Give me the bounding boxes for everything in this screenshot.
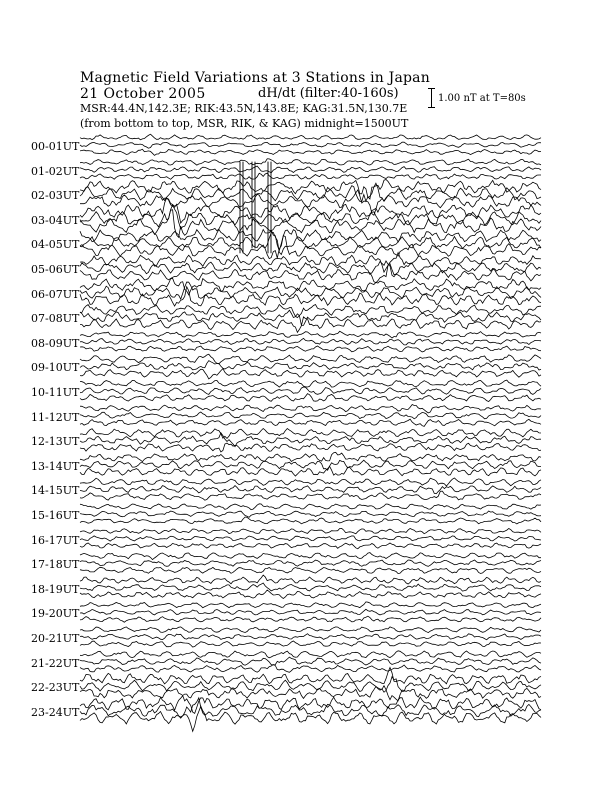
hour-label: 03-04UT bbox=[31, 213, 80, 227]
trace-rik-18-19UT bbox=[80, 583, 541, 591]
trace-rik-03-04UT bbox=[80, 205, 541, 229]
scale-label: 1.00 nT at T=80s bbox=[438, 93, 526, 104]
hour-label: 05-06UT bbox=[31, 263, 80, 276]
trace-rik-22-23UT bbox=[80, 677, 541, 693]
trace-kag-18-19UT bbox=[80, 575, 541, 584]
trace-rik-13-14UT bbox=[80, 460, 541, 470]
hour-label: 22-23UT bbox=[31, 681, 80, 695]
trace-rik-01-02UT bbox=[80, 166, 541, 173]
chart-title: Magnetic Field Variations at 3 Stations in Japan bbox=[80, 70, 430, 86]
trace-rik-19-20UT bbox=[80, 609, 541, 615]
trace-kag-22-23UT bbox=[80, 668, 541, 684]
trace-msr-00-01UT bbox=[80, 149, 541, 155]
trace-kag-03-04UT bbox=[80, 198, 541, 223]
trace-msr-02-03UT bbox=[80, 190, 541, 215]
hour-label: 00-01UT bbox=[31, 140, 80, 153]
trace-msr-10-11UT bbox=[80, 394, 541, 402]
chart-quantity: dH/dt (filter:40-160s) bbox=[258, 86, 399, 101]
trace-kag-21-22UT bbox=[80, 651, 541, 658]
spike-feature bbox=[268, 162, 271, 254]
hour-label: 18-19UT bbox=[31, 582, 80, 596]
trace-rik-06-07UT bbox=[80, 282, 541, 299]
hour-label: 01-02UT bbox=[31, 164, 80, 178]
trace-msr-12-13UT bbox=[80, 443, 541, 452]
trace-rik-12-13UT bbox=[80, 433, 541, 447]
hour-label: 21-22UT bbox=[31, 656, 80, 670]
chart-date: 21 October 2005 bbox=[80, 86, 206, 102]
trace-msr-06-07UT bbox=[80, 287, 541, 306]
trace-rik-08-09UT bbox=[80, 338, 541, 345]
trace-msr-16-17UT bbox=[80, 543, 541, 549]
trace-msr-09-10UT bbox=[80, 369, 541, 379]
trace-kag-06-07UT bbox=[80, 278, 541, 295]
hour-label: 14-15UT bbox=[31, 484, 80, 498]
trace-rik-16-17UT bbox=[80, 536, 541, 541]
hour-label: 02-03UT bbox=[31, 189, 80, 203]
trace-msr-21-22UT bbox=[80, 665, 541, 673]
trace-kag-20-21UT bbox=[80, 627, 541, 633]
trace-kag-19-20UT bbox=[80, 602, 541, 608]
trace-msr-14-15UT bbox=[80, 491, 541, 500]
trace-msr-15-16UT bbox=[80, 517, 541, 524]
trace-msr-23-24UT bbox=[80, 706, 541, 731]
trace-rik-09-10UT bbox=[80, 361, 541, 370]
trace-kag-14-15UT bbox=[80, 478, 541, 486]
trace-rik-10-11UT bbox=[80, 387, 541, 394]
station-coordinates: MSR:44.4N,142.3E; RIK:43.5N,143.8E; KAG:31.5N,130.7E bbox=[80, 102, 408, 115]
hour-label: 12-13UT bbox=[31, 435, 80, 449]
trace-kag-00-01UT bbox=[80, 134, 541, 140]
trace-msr-11-12UT bbox=[80, 419, 541, 426]
hour-label: 16-17UT bbox=[31, 533, 80, 547]
trace-msr-22-23UT bbox=[80, 686, 541, 701]
trace-rik-15-16UT bbox=[80, 511, 541, 517]
trace-msr-20-21UT bbox=[80, 641, 541, 647]
trace-kag-12-13UT bbox=[80, 429, 541, 439]
hour-label: 08-09UT bbox=[31, 336, 80, 350]
trace-kag-01-02UT bbox=[80, 159, 541, 165]
trace-kag-10-11UT bbox=[80, 380, 541, 387]
trace-rik-21-22UT bbox=[80, 657, 541, 665]
trace-kag-15-16UT bbox=[80, 504, 541, 510]
hour-label: 11-12UT bbox=[31, 410, 80, 424]
trace-rik-20-21UT bbox=[80, 634, 541, 640]
trace-kag-08-09UT bbox=[80, 331, 541, 338]
trace-kag-11-12UT bbox=[80, 405, 541, 413]
hour-label: 04-05UT bbox=[31, 238, 80, 252]
trace-msr-18-19UT bbox=[80, 590, 541, 599]
trace-kag-17-18UT bbox=[80, 553, 541, 560]
hour-label: 07-08UT bbox=[31, 312, 80, 326]
hour-label: 19-20UT bbox=[31, 607, 80, 621]
trace-msr-19-20UT bbox=[80, 616, 541, 622]
hour-label: 17-18UT bbox=[31, 558, 80, 572]
hour-label: 06-07UT bbox=[31, 287, 80, 301]
trace-msr-17-18UT bbox=[80, 567, 541, 573]
trace-rik-02-03UT bbox=[80, 183, 541, 201]
trace-kag-09-10UT bbox=[80, 354, 541, 364]
trace-rik-17-18UT bbox=[80, 560, 541, 566]
hour-label: 09-10UT bbox=[31, 361, 80, 375]
spike-feature bbox=[252, 162, 255, 249]
hour-label: 15-16UT bbox=[31, 509, 80, 522]
trace-msr-08-09UT bbox=[80, 346, 541, 352]
trace-kag-07-08UT bbox=[80, 305, 541, 318]
hour-label: 10-11UT bbox=[31, 386, 80, 399]
hour-label: 20-21UT bbox=[31, 632, 80, 645]
hour-label: 13-14UT bbox=[31, 459, 80, 473]
hour-label: 23-24UT bbox=[31, 705, 80, 719]
station-order-note: (from bottom to top, MSR, RIK, & KAG) midnight=1500UT bbox=[80, 117, 409, 130]
trace-kag-16-17UT bbox=[80, 528, 541, 533]
trace-msr-01-02UT bbox=[80, 173, 541, 179]
trace-rik-14-15UT bbox=[80, 486, 541, 494]
trace-kag-13-14UT bbox=[80, 452, 541, 461]
trace-kag-02-03UT bbox=[80, 180, 541, 198]
trace-rik-11-12UT bbox=[80, 412, 541, 419]
trace-rik-00-01UT bbox=[80, 142, 541, 148]
trace-msr-04-05UT bbox=[80, 236, 541, 259]
trace-kag-04-05UT bbox=[80, 229, 541, 250]
